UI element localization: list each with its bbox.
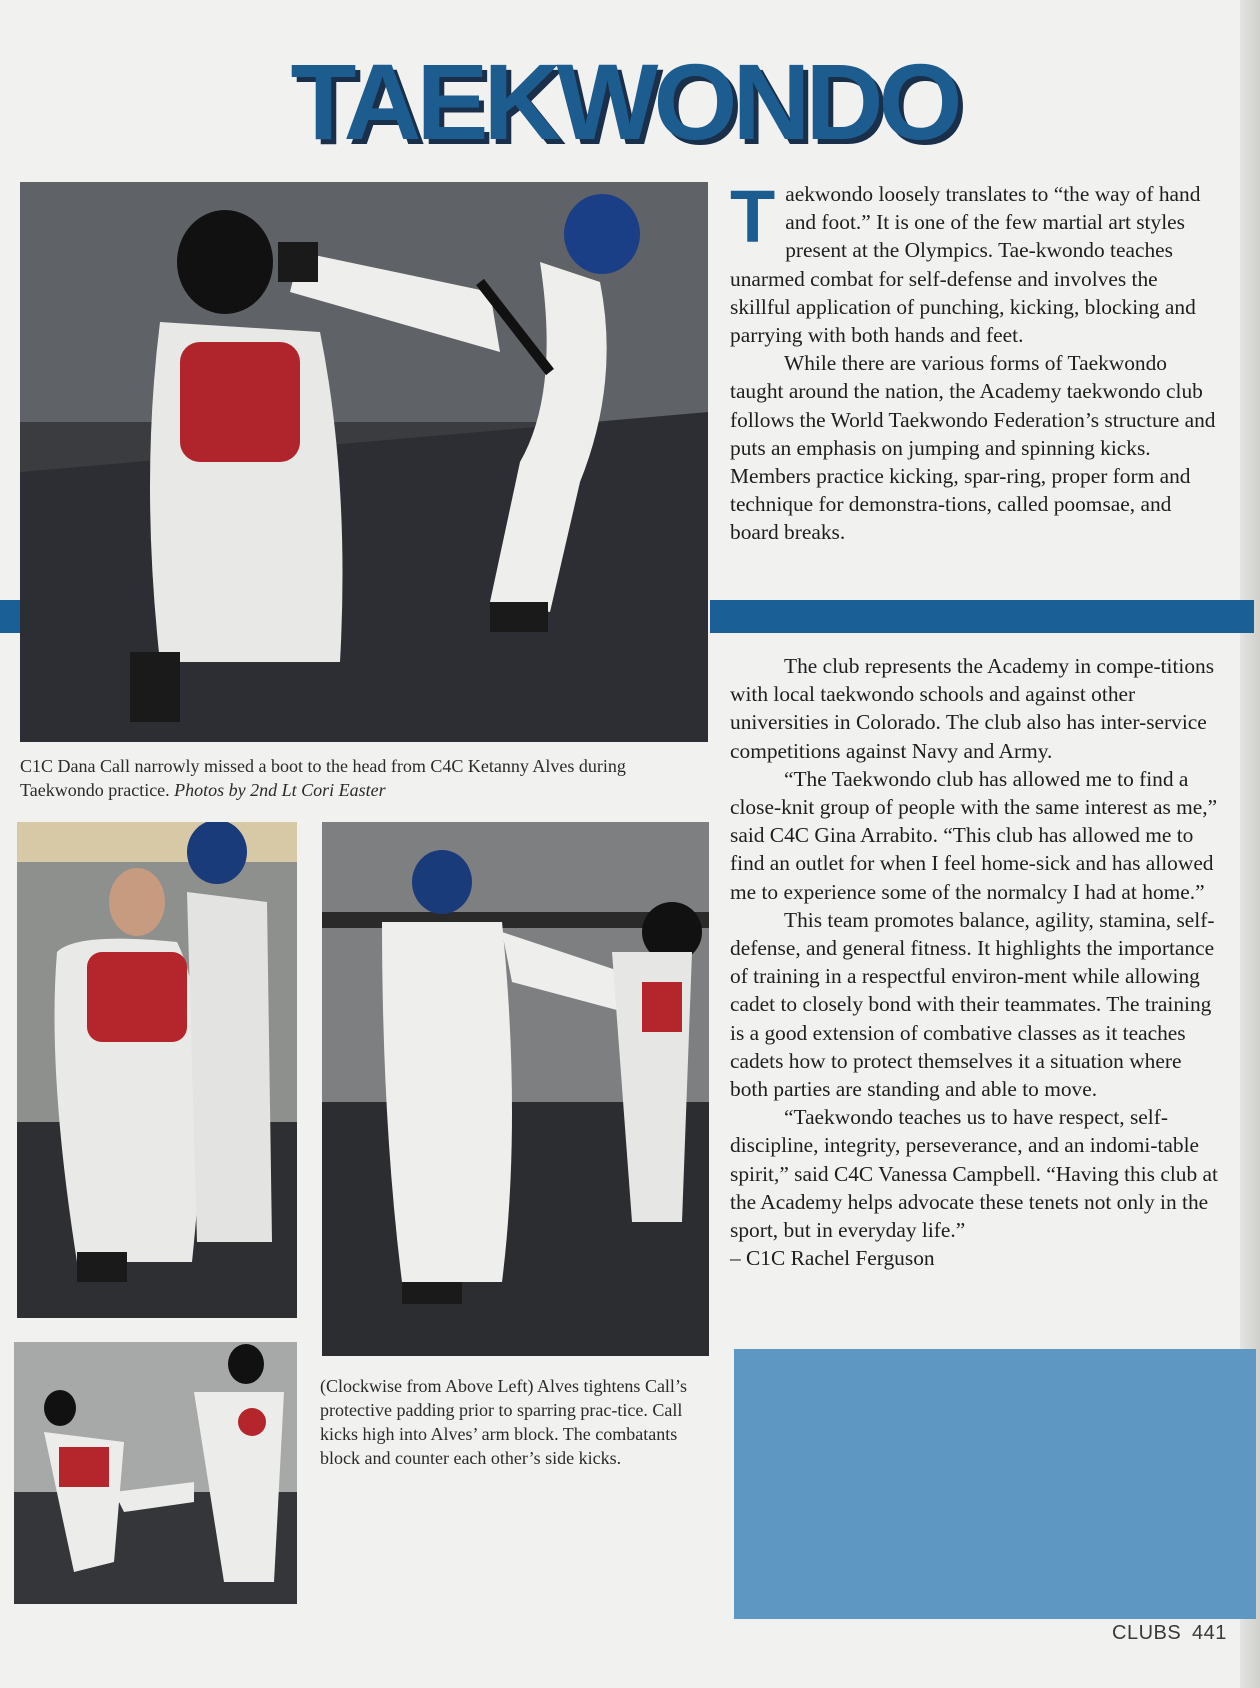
main-caption-text: C1C Dana Call narrowly missed a boot to the head from C4C Ketanny Alves during Taekwondo practice.: [20, 756, 626, 800]
main-photo-caption: [20, 755, 710, 803]
arm-block-photo: [322, 822, 709, 1356]
main-photo-illustration: [20, 182, 708, 742]
left-accent-bar: [0, 600, 20, 633]
intro-column: [730, 175, 1220, 547]
body-paragraph-3: This team promotes balance, agility, stamina, self-defense, and general fitness. It highlights the importance of training in a respectful environ-ment while allowing cadet to closely bond with their teammates. The training is a good extension of combative classes as it teaches cadets how to protect themselves it a situation where both parties are standing and able to move.: [730, 907, 1215, 1102]
page-number: 441: [1192, 1622, 1227, 1644]
byline: – C1C Rachel Ferguson: [730, 1246, 935, 1271]
arm-block-photo-illustration: [322, 822, 709, 1356]
padding-photo-illustration: [17, 822, 297, 1318]
drop-cap: T: [730, 175, 776, 258]
photo-credit: Photos by 2nd Lt Cori Easter: [174, 779, 386, 800]
intro-paragraph: [730, 175, 1220, 349]
intro-paragraph-2: While there are various forms of Taekwondo taught around the nation, the Academy taekwondo club follows the World Taekwondo Federation’s structure and puts an emphasis on jumping and spinning kicks. Members practice kicking, spar-ring, proper form and technique for demonstra-tions, called poomsae, and board breaks.: [730, 351, 1216, 545]
footer-section: CLUBS: [1112, 1622, 1182, 1644]
section-divider-bar: [710, 600, 1254, 633]
blue-color-block: [734, 1349, 1256, 1619]
page-title: TAEKWONDO: [290, 41, 958, 162]
photo-group-caption: (Clockwise from Above Left) Alves tightens Call’s protective padding prior to sparring prac-tice. Call kicks high into Alves’ arm block. The combatants block and counter each other’s side kicks.: [320, 1376, 687, 1468]
body-column: [730, 652, 1220, 1272]
padding-photo: [17, 822, 297, 1318]
side-kick-photo-illustration: [14, 1342, 297, 1604]
main-photo: [20, 182, 708, 742]
body-paragraph-1: The club represents the Academy in compe-titions with local taekwondo schools and against other universities in Colorado. The club also has inter-service competitions against Navy and Army.: [730, 654, 1215, 763]
intro-text: aekwondo loosely translates to “the way of hand and foot.” It is one of the few martial art styles present at the Olympics. Tae-kwondo teaches unarmed combat for self-defense and involves the skillful application of punching, kicking, blocking and parrying with both hands and feet.: [730, 182, 1201, 348]
body-paragraph-2: “The Taekwondo club has allowed me to find a close-knit group of people with the same interest as me,” said C4C Gina Arrabito. “This club has allowed me to find an outlet for when I feel home-sick and has allowed me to experience some of the normalcy I had at home.”: [730, 766, 1218, 904]
side-kick-photo: [14, 1342, 297, 1604]
body-paragraph-4: “Taekwondo teaches us to have respect, self-discipline, integrity, perseverance, and an indomi-table spirit,” said C4C Vanessa Campbell. “Having this club at the Academy helps advocate these tenets not only in the sport, but in everyday life.”: [730, 1105, 1218, 1243]
